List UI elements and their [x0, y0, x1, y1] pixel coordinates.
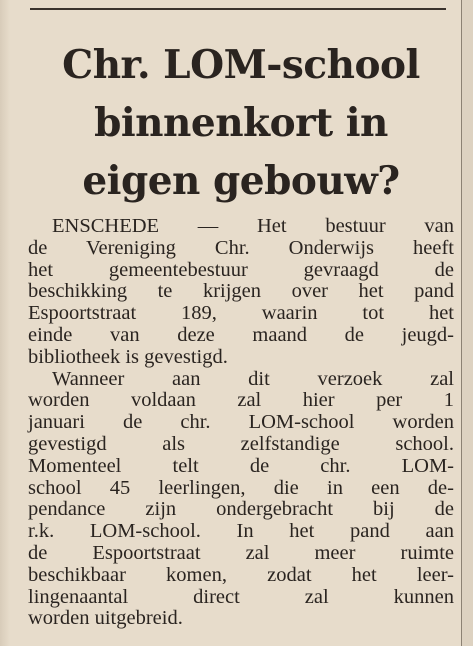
- right-margin: [462, 0, 473, 646]
- headline-line: eigen gebouw?: [82, 158, 400, 204]
- text-line: lingenaantal direct zal kunnen: [28, 585, 454, 608]
- headline: [28, 36, 454, 210]
- text-line: pendance zijn ondergebracht bij de: [28, 498, 454, 521]
- headline-line: binnenkort in: [94, 100, 388, 146]
- text-line: einde van deze maand de jeugd-: [28, 323, 454, 346]
- top-rule: [30, 8, 446, 10]
- text-line: worden voldaan zal hier per 1: [28, 389, 454, 412]
- text-line: beschikbaar komen, zodat het leer-: [28, 563, 454, 586]
- text-line: januari de chr. LOM-school worden: [28, 411, 454, 434]
- paragraph-2: [28, 369, 454, 631]
- text-line: Momenteel telt de chr. LOM-: [28, 454, 454, 477]
- text-line: bibliotheek is gevestigd.: [28, 345, 228, 368]
- text-line: de Vereniging Chr. Onderwijs heeft: [28, 236, 454, 259]
- page-edge: [0, 0, 10, 646]
- paragraph-1: [28, 216, 454, 369]
- text-line: het gemeentebestuur gevraagd de: [28, 258, 454, 281]
- text-line: gevestigd als zelfstandige school.: [28, 432, 454, 455]
- column-rule: [461, 0, 462, 646]
- text-line: Wanneer aan dit verzoek zal: [52, 367, 454, 390]
- text-line: ENSCHEDE — Het bestuur van: [52, 215, 454, 237]
- headline-line: Chr. LOM-school: [62, 42, 420, 88]
- text-line: worden uitgebreid.: [28, 607, 183, 630]
- text-line: school 45 leerlingen, die in een de-: [28, 476, 454, 499]
- text-line: r.k. LOM-school. In het pand aan: [28, 520, 454, 543]
- news-article: [28, 36, 454, 630]
- text-line: de Espoortstraat zal meer ruimte: [28, 541, 454, 564]
- text-line: Espoortstraat 189, waarin tot het: [28, 302, 454, 325]
- text-line: beschikking te krijgen over het pand: [28, 280, 454, 303]
